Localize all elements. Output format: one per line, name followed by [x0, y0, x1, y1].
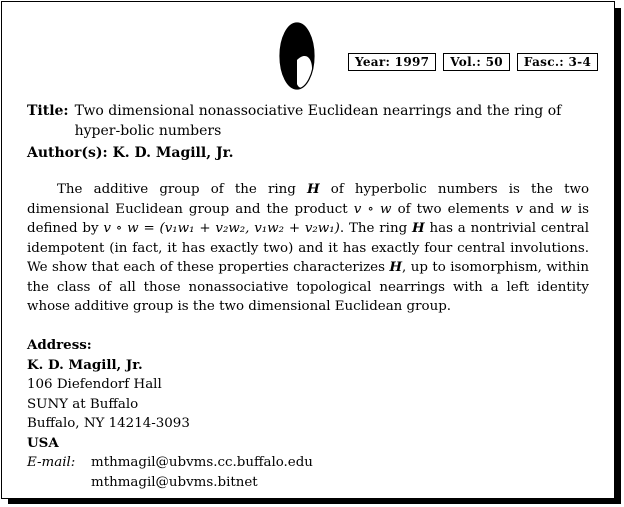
- authors-value: K. D. Magill, Jr.: [112, 145, 234, 161]
- address-label: Address:: [27, 337, 92, 353]
- authors-section: [27, 145, 234, 161]
- address-line3: Buffalo, NY 14214-3093: [27, 416, 190, 431]
- title-section: [27, 101, 592, 141]
- paper-title: Two dimensional nonassociative Euclidean nearrings and the ring of hyper-bolic numbers: [74, 103, 562, 139]
- year-badge: Year: 1997: [348, 53, 436, 71]
- title-label: Title:: [27, 103, 69, 119]
- email-2[interactable]: mthmagil@ubvms.bitnet: [91, 474, 258, 490]
- abstract: The additive group of the ring H of hyperbolic numbers is the two dimensional Euclidean group and the product v ∘ w of two elements v and w is defined by v ∘ w = (v₁w₁ + v₂w₂, v₁w₂ + v₂w₁). The ring H has a nontrivial central idempotent (in fact, it has exactly two) and it has exactly four central involutions. We show that each of these properties characterizes H, up to isomorphism, within the class of all those nonassociative topological nearrings with a left identity whose additive group is the two dimensional Euclidean group.: [27, 181, 590, 314]
- frame-shadow-right: [615, 8, 621, 501]
- email-1[interactable]: mthmagil@ubvms.cc.buffalo.edu: [91, 455, 313, 470]
- email-row: [27, 453, 313, 473]
- email-row-2: [27, 473, 313, 493]
- address-name: K. D. Magill, Jr.: [27, 356, 143, 373]
- email-label: E-mail:: [27, 455, 76, 470]
- journal-logo-icon: [277, 20, 321, 94]
- volume-badge: Vol.: 50: [443, 53, 510, 71]
- fascicle-badge: Fasc.: 3-4: [517, 53, 598, 71]
- address-block: [27, 336, 313, 492]
- address-line2: SUNY at Buffalo: [27, 396, 139, 412]
- authors-label: Author(s):: [27, 145, 108, 161]
- address-country: USA: [27, 434, 59, 451]
- address-line1: 106 Diefendorf Hall: [27, 377, 162, 392]
- issue-info: [348, 53, 598, 71]
